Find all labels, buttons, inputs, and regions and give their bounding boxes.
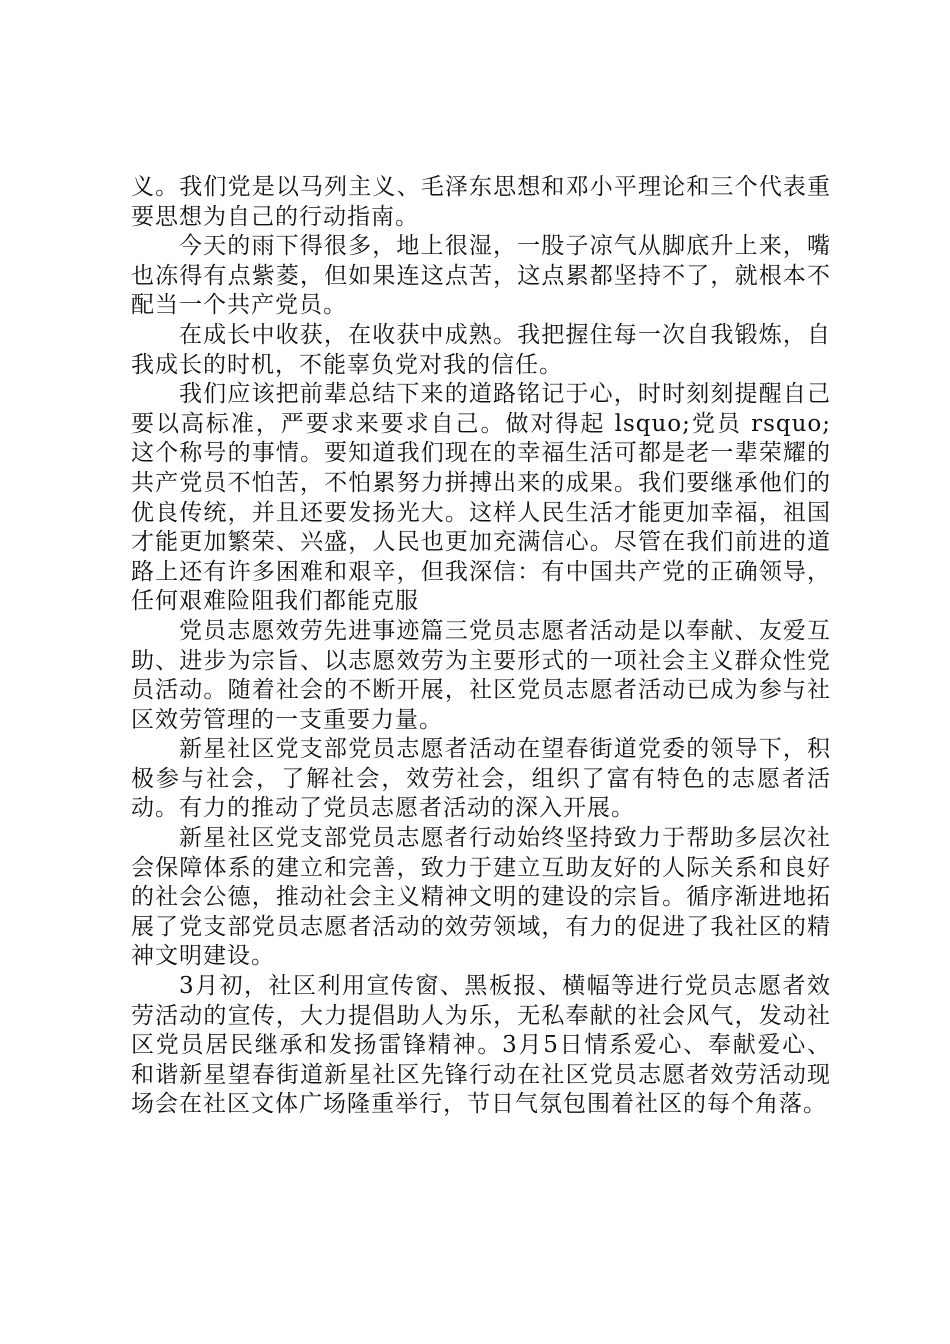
paragraph-7: 新星社区党支部党员志愿者行动始终坚持致力于帮助多层次社会保障体系的建立和完善，致力于建立互助友好的人际关系和良好的社会公德，推动社会主义精神文明的建设的宗旨。循序渐进地拓展了党支部党员志愿者活动的效劳领域，有力的促进了我社区的精神文明建设。: [131, 825, 831, 970]
paragraph-1: 义。我们党是以马列主义、毛泽东思想和邓小平理论和三个代表重要思想为自己的行动指南。: [131, 174, 831, 230]
paragraph-5: 党员志愿效劳先进事迹篇三党员志愿者活动是以奉献、友爱互助、进步为宗旨、以志愿效劳为主要形式的一项社会主义群众性党员活动。随着社会的不断开展，社区党员志愿者活动已成为参与社区效劳管理的一支重要力量。: [131, 617, 831, 733]
document-page: [131, 173, 831, 1120]
paragraph-4: 我们应该把前辈总结下来的道路铭记于心，时时刻刻提醒自己要以高标准，严要求来要求自己。做对得起 lsquo;党员 rsquo;这个称号的事情。要知道我们现在的幸福生活可都是老一辈荣耀的共产党员不怕苦，不怕累努力拼搏出来的成果。我们要继承他们的优良传统，并且还要发扬光大。这样人民生活才能更加幸福，祖国才能更加繁荣、兴盛，人民也更加充满信心。尽管在我们前进的道路上还有许多困难和艰辛，但我深信：有中国共产党的正确领导，任何艰难险阻我们都能克服: [131, 381, 831, 615]
paragraph-8: 3月初，社区利用宣传窗、黑板报、横幅等进行党员志愿者效劳活动的宣传，大力提倡助人为乐，无私奉献的社会风气，发动社区党员居民继承和发扬雷锋精神。3月5日情系爱心、奉献爱心、和谐新星望春街道新星社区先锋行动在社区党员志愿者效劳活动现场会在社区文体广场隆重举行，节日气氛包围着社区的每个角落。: [131, 973, 831, 1118]
paragraph-2: 今天的雨下得很多，地上很湿，一股子凉气从脚底升上来，嘴也冻得有点紫菱，但如果连这点苦，这点累都坚持不了，就根本不配当一个共产党员。: [131, 233, 831, 319]
paragraph-6: 新星社区党支部党员志愿者活动在望春街道党委的领导下，积极参与社会，了解社会，效劳社会，组织了富有特色的志愿者活动。有力的推动了党员志愿者活动的深入开展。: [131, 736, 831, 822]
paragraph-3: 在成长中收获，在收获中成熟。我把握住每一次自我锻炼，自我成长的时机，不能辜负党对我的信任。: [131, 321, 831, 378]
